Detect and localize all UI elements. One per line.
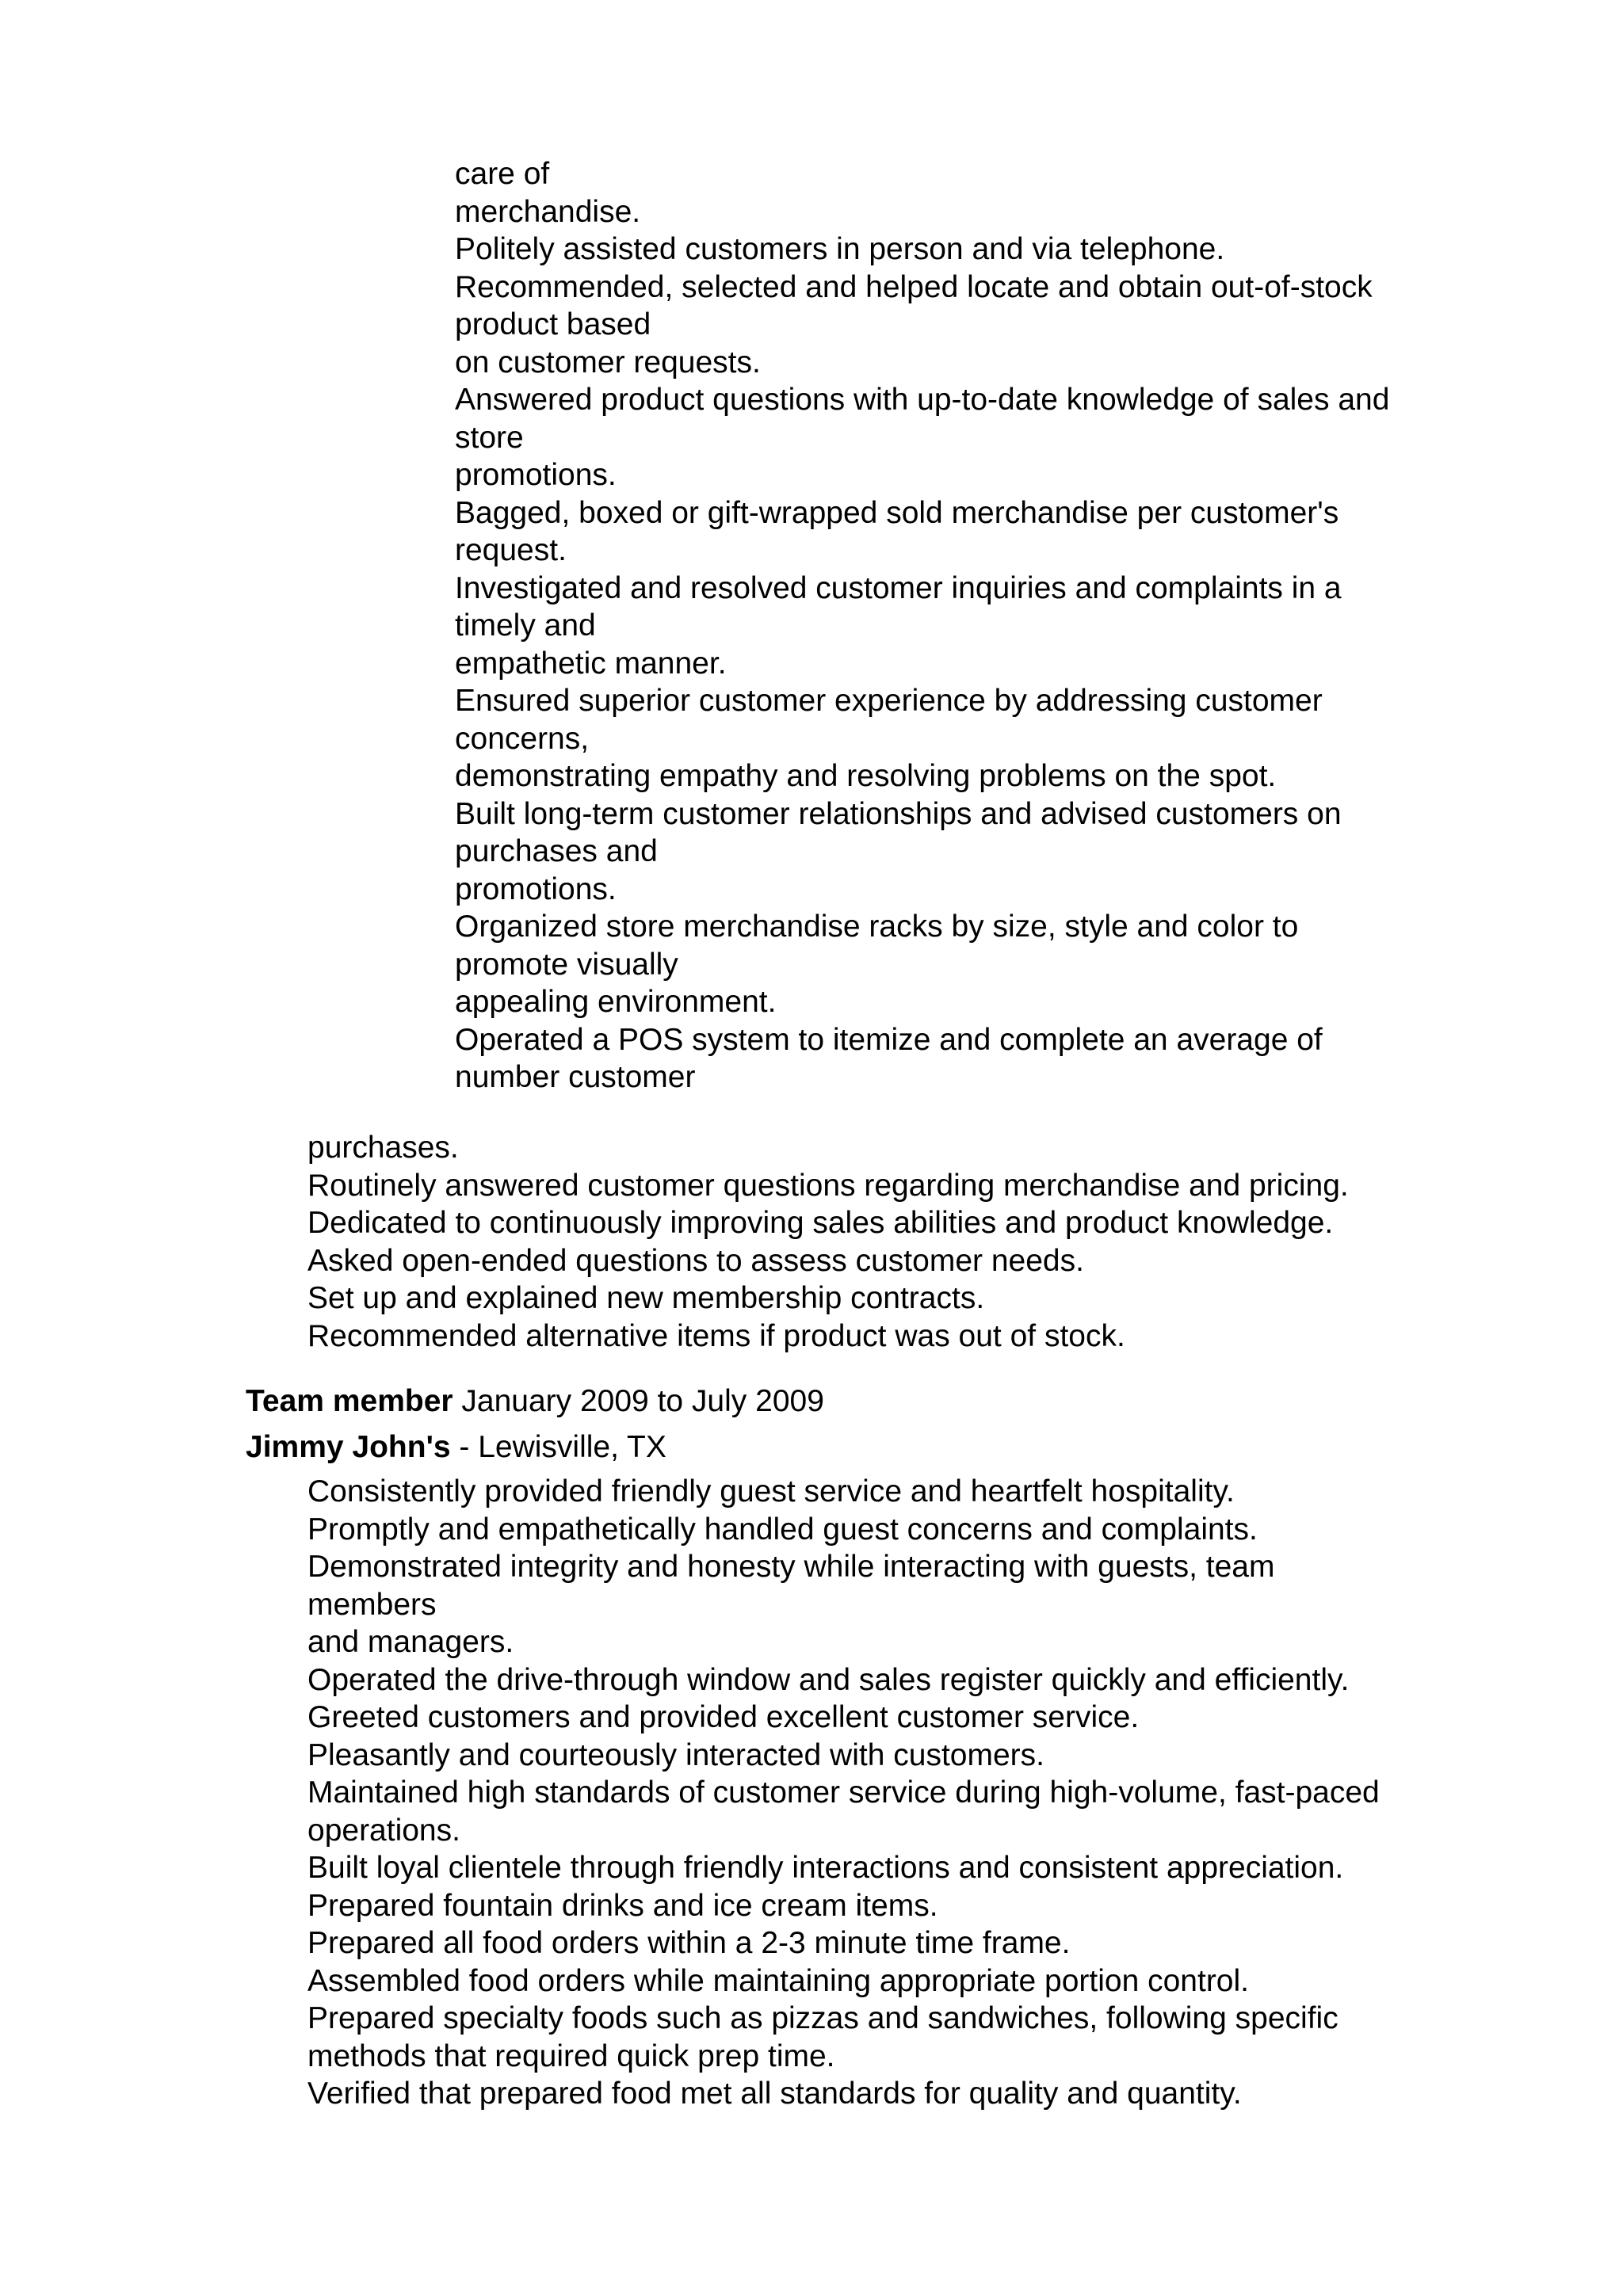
duty-line: Operated the drive-through window and sales register quickly and efficiently. [307,1662,1350,1697]
duty-line: Prepared specialty foods such as pizzas and sandwiches, following specific [307,2001,1338,2035]
duty-line: Ensured superior customer experience by addressing customer [455,684,1323,718]
duty-line: Verified that prepared food met all standards for quality and quantity. [307,2077,1242,2111]
duty-line: operations. [307,1813,460,1848]
duty-line: Demonstrated integrity and honesty while interacting with guests, team [307,1550,1275,1584]
duty-line: Pleasantly and courteously interacted with customers. [307,1737,1044,1772]
duty-line: timely and [455,608,596,643]
duty-line: Built loyal clientele through friendly interactions and consistent appreciation. [307,1851,1344,1885]
duty-line: Built long-term customer relationships and advised customers on [455,796,1342,831]
duty-line: care of [455,157,550,191]
duty-line: Assembled food orders while maintaining appropriate portion control. [307,1963,1249,1998]
job-header [246,1383,1482,1466]
duty-line: promotions. [455,458,617,492]
duty-line: purchases. [307,1131,459,1165]
job-duties [307,1473,1480,2113]
duty-line: Operated a POS system to itemize and complete an average of [455,1022,1323,1057]
duty-line: Answered product questions with up-to-date knowledge of sales and [455,383,1390,417]
job-title: Team member [246,1384,453,1418]
duty-line: store [455,420,524,455]
duty-line: promote visually [455,947,678,982]
job-company-line [246,1428,1482,1466]
duty-line: number customer [455,1060,696,1094]
duty-line: product based [455,307,651,341]
duty-line: Consistently provided friendly guest service and heartfelt hospitality. [307,1474,1235,1508]
company-location: - Lewisville, TX [450,1429,666,1464]
job-title-line [246,1383,1482,1421]
duty-line: Prepared all food orders within a 2-3 minute time frame. [307,1926,1071,1960]
duty-line: Dedicated to continuously improving sales abilities and product knowledge. [307,1206,1334,1240]
duty-line: Recommended, selected and helped locate and obtain out-of-stock [455,269,1373,304]
duty-line: request. [455,533,567,567]
duty-line: demonstrating empathy and resolving problems on the spot. [455,759,1277,793]
duty-line: purchases and [455,834,658,868]
duty-line: Maintained high standards of customer service during high-volume, fast-paced [307,1775,1380,1810]
duty-line: empathetic manner. [455,646,727,681]
duty-line: and managers. [307,1625,514,1659]
duty-line: Bagged, boxed or gift-wrapped sold merchandise per customer's [455,495,1339,530]
duty-line: Politely assisted customers in person and via telephone. [455,232,1225,266]
previous-job-duties-continued-2 [307,1129,1480,1355]
company-name: Jimmy John's [246,1429,451,1464]
duty-line: Asked open-ended questions to assess customer needs. [307,1243,1084,1278]
duty-line: merchandise. [455,194,641,229]
duty-line: appealing environment. [455,985,777,1019]
duty-line: Recommended alternative items if product was out of stock. [307,1318,1125,1353]
duty-line: Set up and explained new membership contracts. [307,1281,985,1315]
duty-line: methods that required quick prep time. [307,2039,835,2073]
duty-line: Routinely answered customer questions regarding merchandise and pricing. [307,1168,1349,1203]
duty-line: members [307,1587,437,1622]
duty-line: Promptly and empathetically handled guest concerns and complaints. [307,1512,1258,1547]
duty-line: Greeted customers and provided excellent customer service. [307,1700,1140,1734]
job-dates: January 2009 to July 2009 [453,1384,824,1418]
duty-line: Investigated and resolved customer inquiries and complaints in a [455,570,1342,605]
duty-line: concerns, [455,721,590,756]
duty-line: Organized store merchandise racks by size, style and color to [455,910,1299,944]
previous-job-duties-continued [455,155,1477,1097]
duty-line: promotions. [455,871,617,906]
duty-line: on customer requests. [455,345,761,379]
duty-line: Prepared fountain drinks and ice cream items. [307,1888,938,1923]
